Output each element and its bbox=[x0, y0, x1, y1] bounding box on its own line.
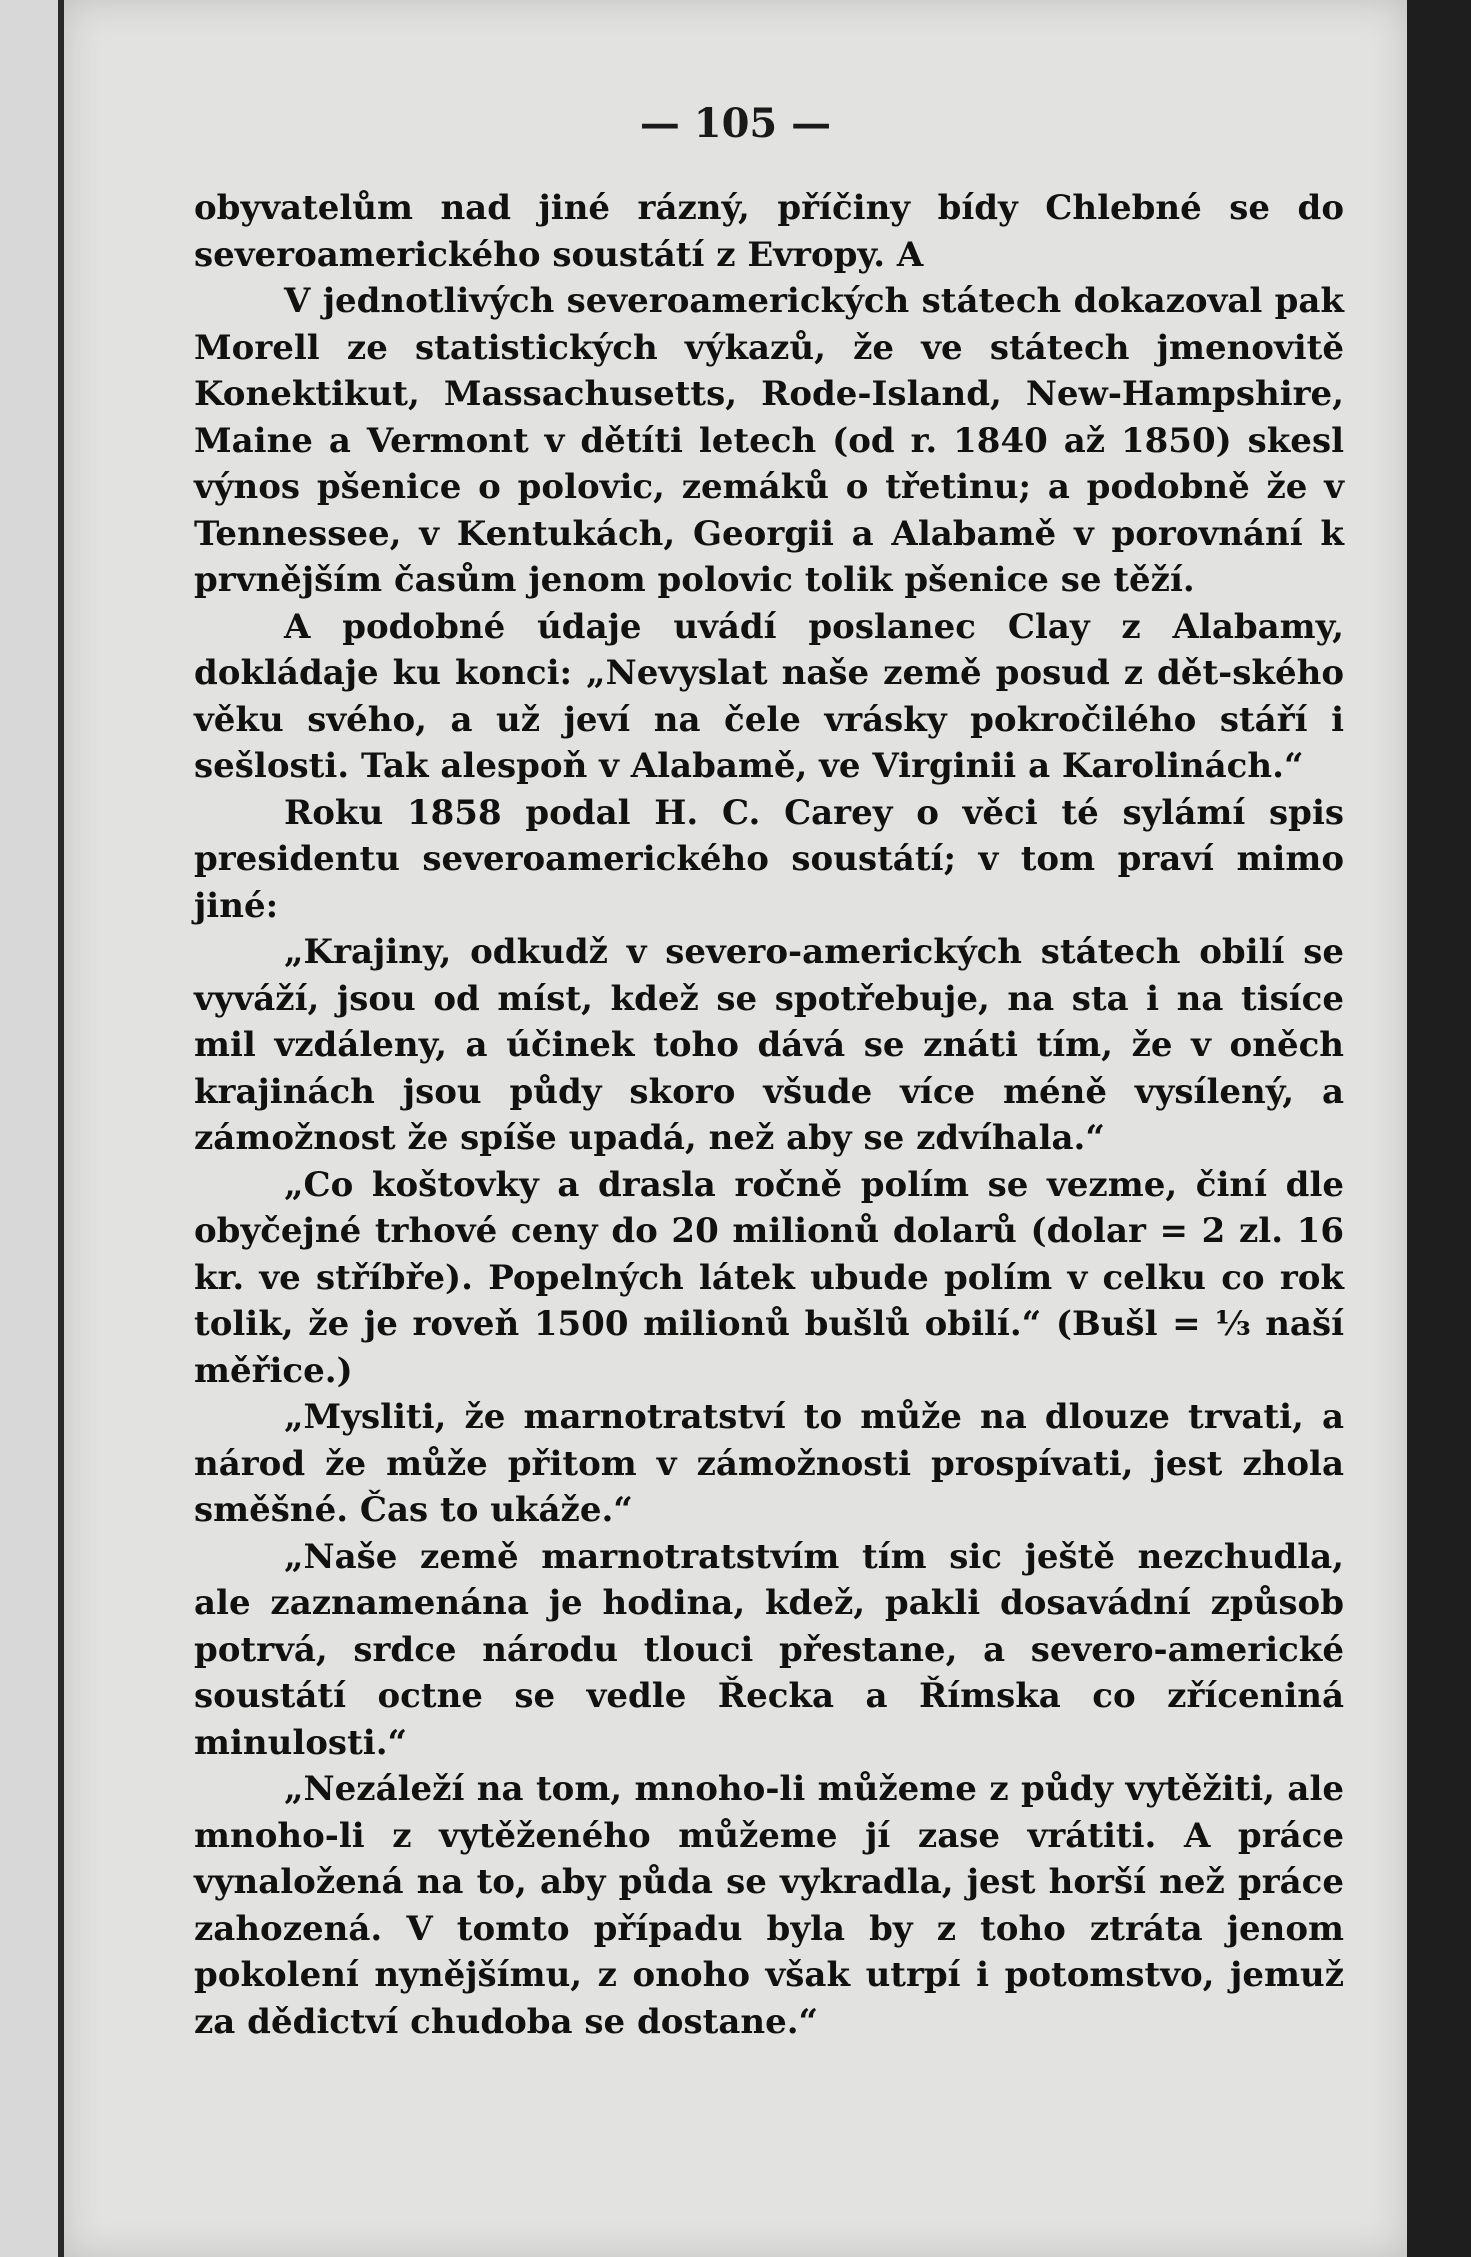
quote-paragraph: „Mysliti, že marnotratství to může na dlouze trvati, a národ že může přitom v zámožnosti prospívati, jest zhola směšné. Čas to ukáže.“ bbox=[194, 1397, 1344, 1530]
previous-page-edge bbox=[0, 0, 60, 2257]
quote-paragraph: „Krajiny, odkudž v severo-amerických státech obilí se vyváží, jsou od míst, kdež se spotřebuje, na sta i na tisíce mil vzdáleny, a účinek toho dává se znáti tím, že v oněch krajinách jsou půdy skoro všude více méně vysílený, a zámožnost že spíše upadá, než aby se zdvíhala.“ bbox=[194, 932, 1344, 1158]
quote-paragraph: „Nezáleží na tom, mnoho-li můžeme z půdy vytěžiti, ale mnoho-li z vytěženého můžeme jí zase vrátiti. A práce vynaložená na to, aby půda se vykradla, jest horší než práce zahozená. V tomto případu byla by z toho ztráta jenom pokolení nynějšímu, z onoho však utrpí i potomstvo, jemuž za dědictví chudoba se dostane.“ bbox=[194, 1769, 1344, 2042]
book-page bbox=[64, 0, 1407, 2257]
paragraph: A podobné údaje uvádí poslanec Clay z Alabamy, dokládaje ku konci: „Nevyslat naše země posud z dět-ského věku svého, a už jeví na čele vrásky pokročilého stáří i sešlosti. Tak alespoň v Alabamě, ve Virginii a Karolinách.“ bbox=[194, 606, 1344, 786]
quote-paragraph: „Naše země marnotratstvím tím sic ještě nezchudla, ale zaznamenána je hodina, kdež, pakli dosavádní způsob potrvá, srdce národu tlouci přestane, a severo-americké soustátí octne se vedle Řecka a Římska co zříceniná minulosti.“ bbox=[194, 1536, 1344, 1763]
paragraph: V jednotlivých severoamerických státech dokazoval pak Morell ze statistických výkazů, že ve státech jmenovitě Konektikut, Massachusetts, Rode-Island, New-Hampshire, Maine a Vermont v dětíti letech (od r. 1840 až 1850) skesl výnos pšenice o polovic, zemáků o třetinu; a podobně že v Tennessee, v Kentukách, Georgii a Alabamě v porovnání k prvnějším časům jenom polovic tolik pšenice se těží. bbox=[194, 281, 1344, 600]
quote-paragraph: „Co koštovky a drasla ročně polím se vezme, činí dle obyčejné trhové ceny do 20 milionů dolarů (dolar = 2 zl. 16 kr. ve stříbře). Popelných látek ubude polím v celku co rok tolik, že je roveň 1500 milionů bušlů obilí.“ (Bušl = ⅓ naší měřice.) bbox=[194, 1164, 1344, 1391]
page-number: — 105 — bbox=[639, 100, 832, 147]
scan-border bbox=[1407, 0, 1471, 2257]
page-body bbox=[194, 185, 1344, 2045]
paragraph: obyvatelům nad jiné rázný, příčiny bídy Chlebné se do severoamerického soustátí z Evropy. A bbox=[194, 188, 1344, 275]
paragraph: Roku 1858 podal H. C. Carey o věci té sylámí spis presidentu severoamerického soustátí; v tom praví mimo jiné: bbox=[194, 792, 1344, 926]
